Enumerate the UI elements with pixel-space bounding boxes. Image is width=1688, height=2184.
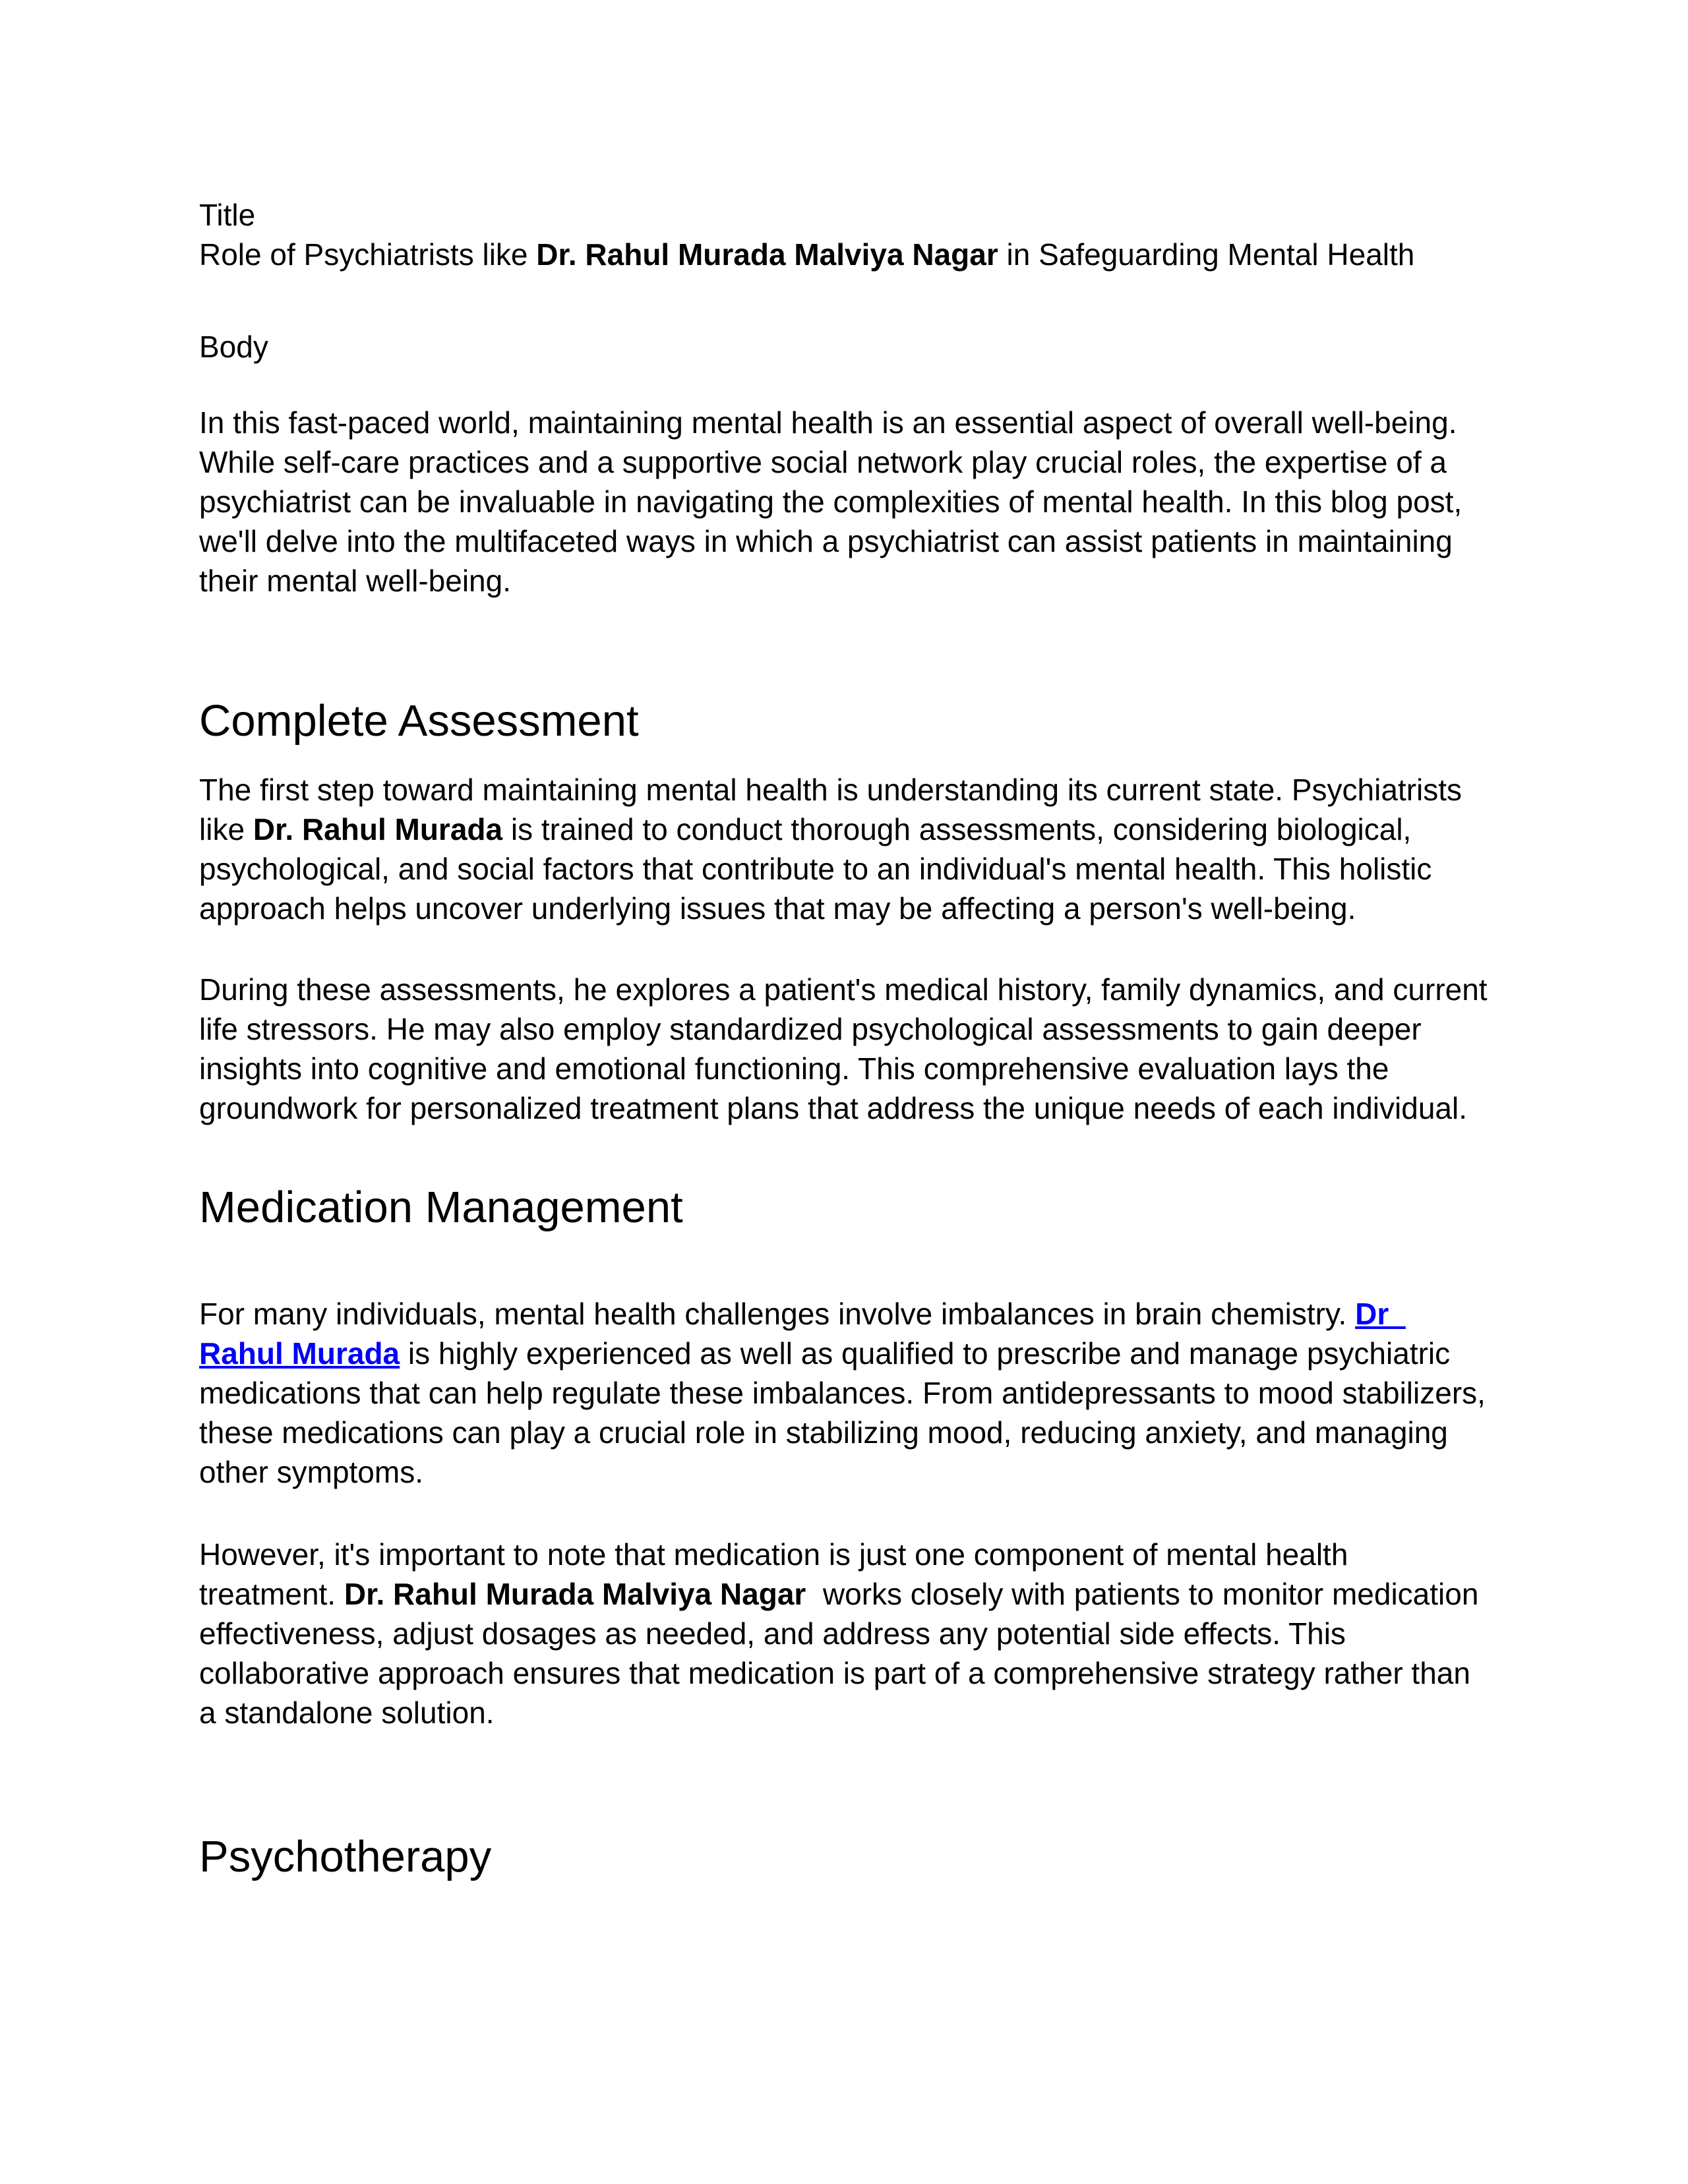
- body-label: Body: [199, 330, 268, 364]
- title-label: Title: [199, 198, 256, 232]
- text-run: is trained to conduct thorough assessments, considering biological, psychological, and social factors that contribute to an individual's mental health. This holistic approach helps uncover underlying issues that may be affecting a person's well-being.: [199, 812, 1441, 926]
- text-run: in Safeguarding Mental Health: [998, 237, 1415, 272]
- paragraph-assessment-2: [199, 970, 1496, 1128]
- heading-psychotherapy: Psychotherapy: [199, 1832, 492, 1881]
- paragraph-medication-2: [199, 1535, 1489, 1732]
- heading-complete-assessment: Complete Assessment: [199, 696, 639, 746]
- text-run: The first step toward maintaining mental health is understanding its current state. Psychiatrists like: [199, 773, 1470, 846]
- text-run: In this fast-paced world, maintaining mental health is an essential aspect of overall well-being. While self-care practices and a supportive social network play crucial roles, the expertise of a psychiatrist can be invaluable in navigating the complexities of mental health. In this blog post, we'll delve into the multifaceted ways in which a psychiatrist can assist patients in maintaining their mental well-being.: [199, 405, 1471, 598]
- text-run: Role of Psychiatrists like: [199, 237, 537, 272]
- text-run: Dr. Rahul Murada Malviya Nagar: [344, 1577, 806, 1611]
- text-run: is highly experienced as well as qualified to prescribe and manage psychiatric medications that can help regulate these imbalances. From antidepressants to mood stabilizers, these medications can play a crucial role in stabilizing mood, reducing anxiety, and managing other symptoms.: [199, 1336, 1494, 1489]
- text-run: However, it's important to note that medication is just one component of mental health treatment.: [199, 1537, 1357, 1611]
- dr-rahul-murada-link[interactable]: Dr Rahul Murada: [199, 1297, 1406, 1371]
- text-run: For many individuals, mental health challenges involve imbalances in brain chemistry.: [199, 1297, 1356, 1331]
- document-title: [199, 235, 1489, 274]
- text-run: Dr. Rahul Murada Malviya Nagar: [536, 237, 998, 272]
- paragraph-assessment-1: [199, 770, 1489, 928]
- paragraph-medication-1: [199, 1294, 1494, 1492]
- intro-paragraph: [199, 403, 1489, 601]
- text-run: works closely with patients to monitor medication effectiveness, adjust dosages as needed, and address any potential side effects. This collaborative approach ensures that medication is part of a comprehensive strategy rather than a standalone solution.: [199, 1577, 1488, 1730]
- text-run: During these assessments, he explores a patient's medical history, family dynamics, and current life stressors. He may also employ standardized psychological assessments to gain deeper insights into cognitive and emotional functioning. This comprehensive evaluation lays the groundwork for personalized treatment plans that address the unique needs of each individual.: [199, 972, 1496, 1125]
- text-run: Dr. Rahul Murada: [253, 812, 503, 846]
- heading-medication-management: Medication Management: [199, 1183, 683, 1232]
